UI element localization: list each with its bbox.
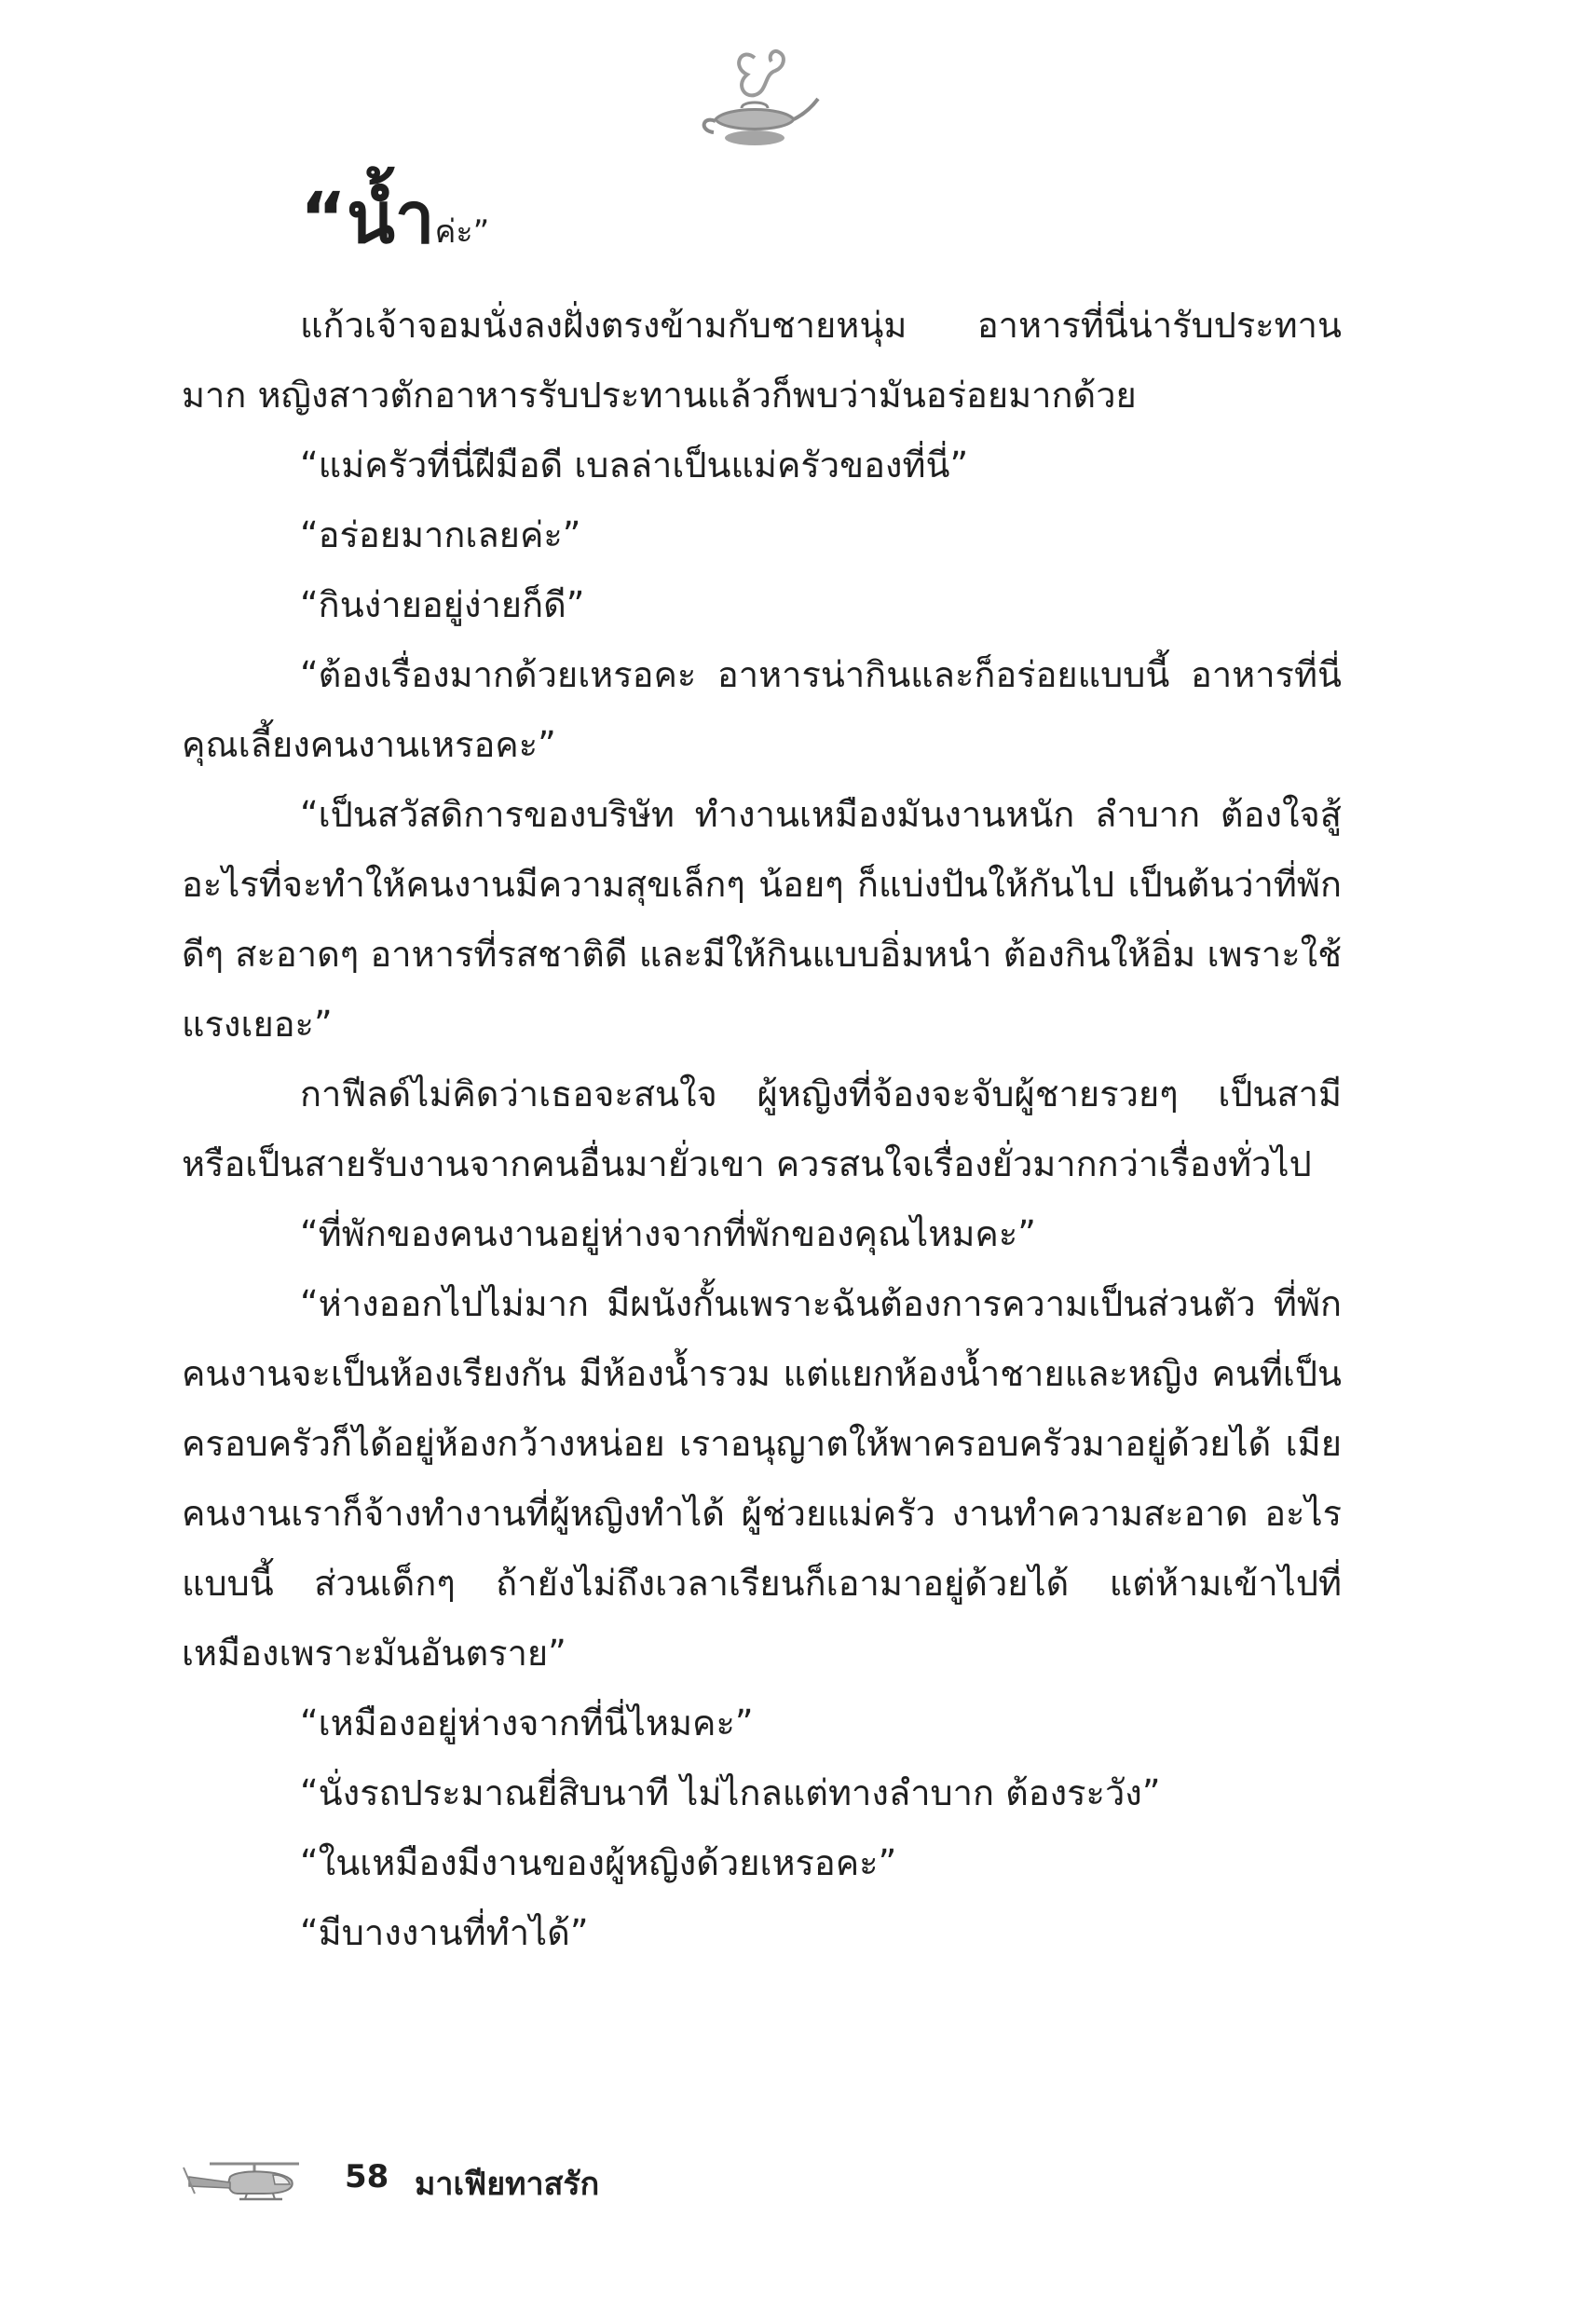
paragraph: “กินง่ายอยู่ง่ายก็ดี” [300,584,585,625]
paragraph: “นั่งรถประมาณยี่สิบนาที ไม่ไกลแต่ทางลำบาก ต้องระวัง” [300,1772,1161,1813]
paragraph: “ในเหมืองมีงานของผู้หญิงด้วยเหรอคะ” [300,1842,897,1883]
paragraph: “ที่พักของคนงานอยู่ห่างจากที่พักของคุณไหมคะ” [300,1213,1036,1254]
chapter-heading [300,176,490,259]
genie-lamp-icon [689,47,820,158]
paragraph: “แม่ครัวที่นี่ฝีมือดี เบลล่าเป็นแม่ครัวของที่นี่” [300,444,969,485]
paragraph: แก้วเจ้าจอมนั่งลงฝั่งตรงข้ามกับชายหนุ่ม อาหารที่นี่น่ารับประทานมาก หญิงสาวตักอาหารรับประทานแล้วก็พบว่ามันอร่อยมากด้วย [182,305,1342,416]
heading-small-text: ค่ะ” [434,213,490,251]
body-text [182,291,1342,1968]
paragraph: กาฟีลด์ไม่คิดว่าเธอจะสนใจ ผู้หญิงที่จ้องจะจับผู้ชายรวยๆ เป็นสามี หรือเป็นสายรับงานจากคนอื่นมายั่วเขา ควรสนใจเรื่องยั่วมากกว่าเรื่องทั่วไป [182,1073,1342,1184]
paragraph: “อร่อยมากเลยค่ะ” [300,514,581,555]
page-number: 58 [345,2158,389,2195]
helicopter-icon [182,2158,303,2203]
paragraph: “ต้องเรื่องมากด้วยเหรอคะ อาหารน่ากินและก็อร่อยแบบนี้ อาหารที่นี่คุณเลี้ยงคนงานเหรอคะ” [182,654,1342,765]
paragraph: “มีบางงานที่ทำได้” [300,1912,589,1953]
heading-big-text: “น้ำ [300,176,435,259]
paragraph: “เป็นสวัสดิการของบริษัท ทำงานเหมืองมันงานหนัก ลำบาก ต้องใจสู้ อะไรที่จะทำให้คนงานมีความสุขเล็กๆ น้อยๆ ก็แบ่งปันให้กันไป เป็นต้นว่าที่พักดีๆ สะอาดๆ อาหารที่รสชาติดี และมีให้กินแบบอิ่มหนำ ต้องกินให้อิ่ม เพราะใช้แรงเยอะ” [182,794,1342,1045]
page-footer [182,2153,648,2205]
book-title: มาเฟียทาสรัก [415,2166,600,2203]
paragraph: “ห่างออกไปไม่มาก มีผนังกั้นเพราะฉันต้องการความเป็นส่วนตัว ที่พักคนงานจะเป็นห้องเรียงกัน มีห้องน้ำรวม แต่แยกห้องน้ำชายและหญิง คนที่เป็นครอบครัวก็ได้อยู่ห้องกว้างหน่อย เราอนุญาตให้พาครอบครัวมาอยู่ด้วยได้ เมียคนงานเราก็จ้างทำงานที่ผู้หญิงทำได้ ผู้ช่วยแม่ครัว งานทำความสะอาด อะไรแบบนี้ ส่วนเด็กๆ ถ้ายังไม่ถึงเวลาเรียนก็เอามาอยู่ด้วยได้ แต่ห้ามเข้าไปที่เหมืองเพราะมันอันตราย” [182,1283,1342,1674]
paragraph: “เหมืองอยู่ห่างจากที่นี่ไหมคะ” [300,1702,754,1744]
